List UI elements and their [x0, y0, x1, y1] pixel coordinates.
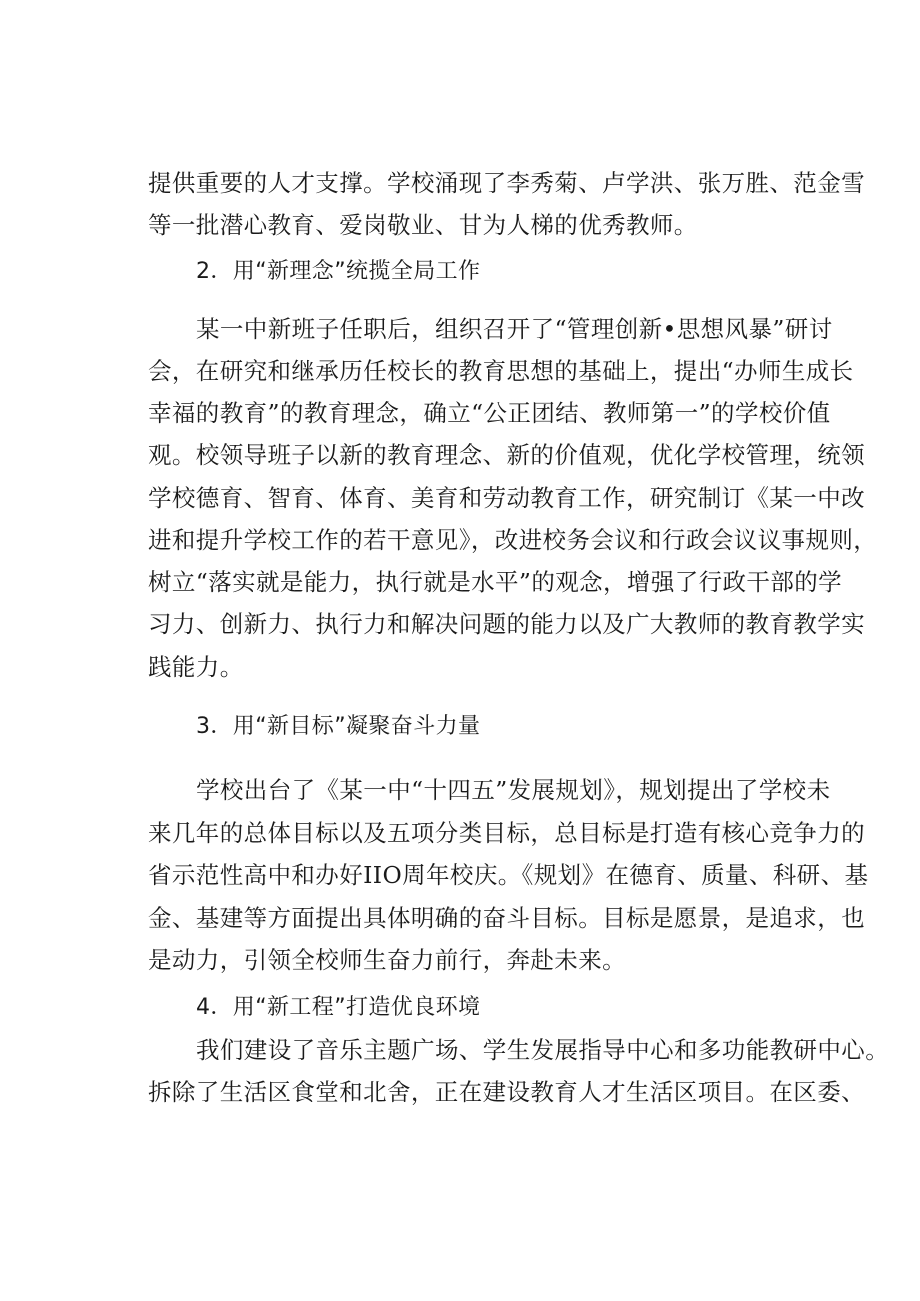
section-heading-3: 3．用“新目标”凝聚奋斗力量	[196, 714, 481, 739]
paragraph-2-line-8: 习力、创新力、执行力和解决问题的能力以及广大教师的教育教学实	[148, 610, 865, 638]
paragraph-1-line-1: 提供重要的人才支撑。学校涌现了李秀菊、卢学洪、张万胜、范金雪	[148, 169, 865, 197]
section-heading-2: 2．用“新理念”统揽全局工作	[196, 259, 481, 284]
paragraph-4-line-1: 我们建设了音乐主题广场、学生发展指导中心和多功能教研中心。	[196, 1036, 890, 1064]
paragraph-2-line-1: 某一中新班子任职后，组织召开了“管理创新•思想风暴”研讨	[196, 315, 833, 343]
paragraph-2-line-4: 观。校领导班子以新的教育理念、新的价值观，优化学校管理，统领	[148, 441, 865, 469]
paragraph-3-line-4: 金、基建等方面提出具体明确的奋斗目标。目标是愿景，是追求，也	[148, 904, 865, 932]
paragraph-2-line-2: 会，在研究和继承历任校长的教育思想的基础上，提出“办师生成长	[148, 357, 854, 385]
paragraph-3-line-5: 是动力，引领全校师生奋力前行，奔赴未来。	[148, 946, 626, 974]
paragraph-3-line-1: 学校出台了《某一中“十四五”发展规划》，规划提出了学校未	[196, 776, 831, 804]
paragraph-3-line-3: 省示范性高中和办好IIO周年校庆。《规划》在德育、质量、科研、基	[148, 861, 869, 889]
paragraph-2-line-7: 树立“落实就是能力，执行就是水平”的观念，增强了行政干部的学	[148, 568, 843, 596]
paragraph-4-line-2: 拆除了生活区食堂和北舍，正在建设教育人才生活区项目。在区委、	[148, 1078, 865, 1106]
paragraph-2-line-6: 进和提升学校工作的若干意见》，改进校务会议和行政会议议事规则，	[148, 526, 878, 554]
paragraph-2-line-9: 践能力。	[148, 653, 244, 681]
paragraph-2-line-3: 幸福的教育”的教育理念，确立“公正团结、教师第一”的学校价值	[148, 399, 831, 427]
section-heading-4: 4．用“新工程”打造优良环境	[196, 995, 481, 1020]
paragraph-1-line-2: 等一批潜心教育、爱岗敬业、甘为人梯的优秀教师。	[148, 211, 698, 239]
paragraph-3-line-2: 来几年的总体目标以及五项分类目标，总目标是打造有核心竞争力的	[148, 819, 865, 847]
paragraph-2-line-5: 学校德育、智育、体育、美育和劳动教育工作，研究制订《某一中改	[148, 484, 865, 512]
